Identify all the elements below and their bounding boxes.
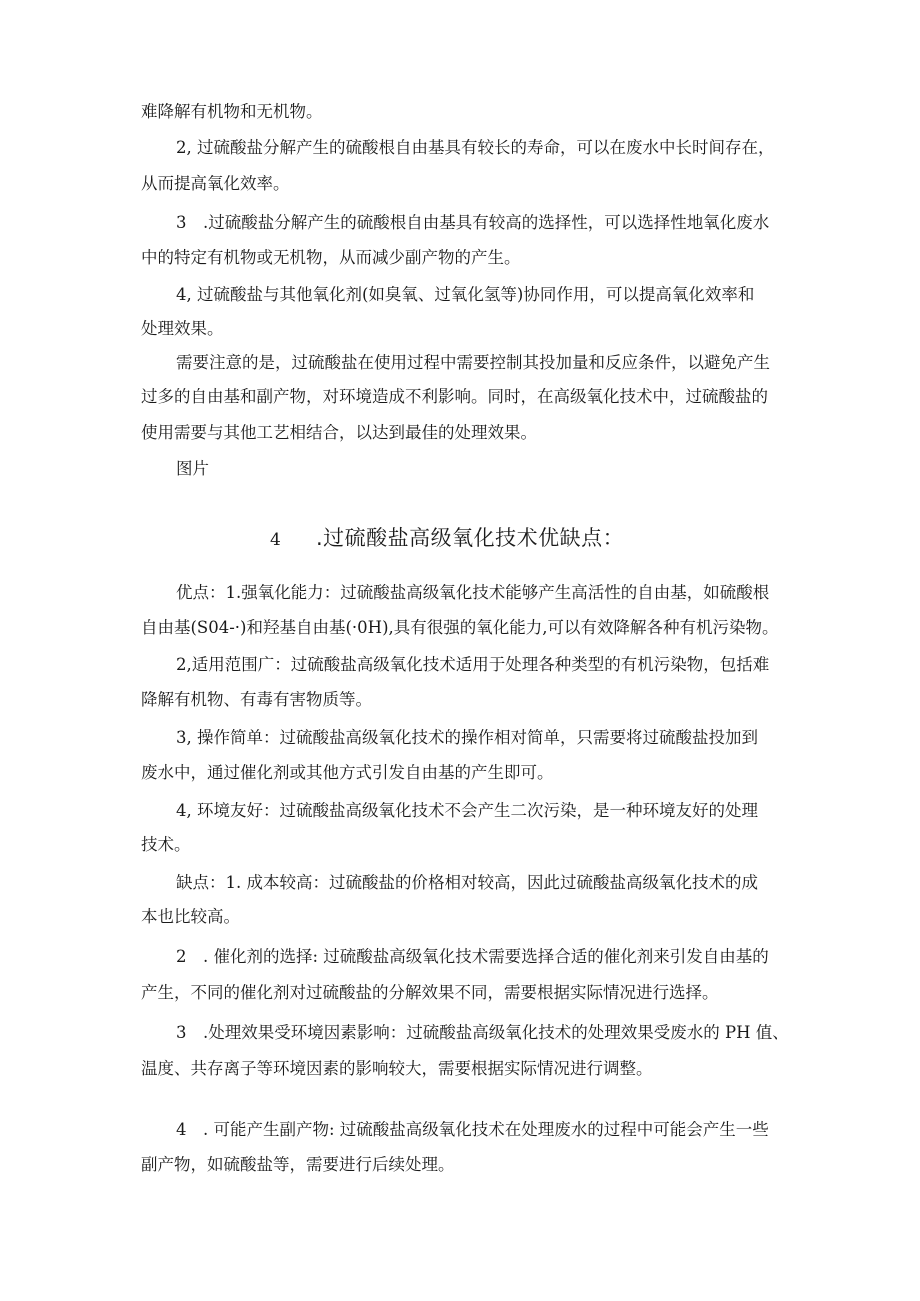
paragraph-line: 技术。 [141, 835, 191, 854]
paragraph-line: 4, 环境友好：过硫酸盐高级氧化技术不会产生二次污染，是一种环境友好的处理 [176, 801, 758, 820]
paragraph-line: 3 .过硫酸盐分解产生的硫酸根自由基具有较高的选择性，可以选择性地氧化废水 [176, 213, 770, 232]
paragraph-line: 3 .处理效果受环境因素影响：过硫酸盐高级氧化技术的处理效果受废水的 PH 值、 [176, 1023, 789, 1042]
paragraph-line: 产生，不同的催化剂对过硫酸盐的分解效果不同，需要根据实际情况进行选择。 [141, 983, 719, 1002]
paragraph-line: 难降解有机物和无机物。 [141, 102, 323, 121]
paragraph-line: 2 . 催化剂的选择: 过硫酸盐高级氧化技术需要选择合适的催化剂来引发自由基的 [176, 947, 769, 966]
paragraph-line: 处理效果。 [141, 319, 224, 338]
paragraph-line: 缺点：1. 成本较高：过硫酸盐的价格相对较高，因此过硫酸盐高级氧化技术的成 [176, 873, 758, 892]
paragraph-line: 3, 操作简单：过硫酸盐高级氧化技术的操作相对简单，只需要将过硫酸盐投加到 [176, 728, 758, 747]
section-title: .过硫酸盐高级氧化技术优缺点： [316, 526, 625, 550]
paragraph-line: 优点：1.强氧化能力：过硫酸盐高级氧化技术能够产生高活性的自由基，如硫酸根 [176, 583, 770, 602]
paragraph-line: 从而提高氧化效率。 [141, 174, 290, 193]
paragraph-line: 降解有机物、有毒有害物质等。 [141, 690, 372, 709]
paragraph-line: 温度、共存离子等环境因素的影响较大，需要根据实际情况进行调整。 [141, 1059, 653, 1078]
paragraph-line: 自由基(S04-·)和羟基自由基(·0H),具有很强的氧化能力,可以有效降解各种有机污染物。 [141, 618, 779, 637]
section-number: 4 [270, 530, 282, 550]
paragraph-line: 需要注意的是，过硫酸盐在使用过程中需要控制其投加量和反应条件，以避免产生 [176, 353, 770, 372]
paragraph-line: 废水中，通过催化剂或其他方式引发自由基的产生即可。 [141, 763, 554, 782]
paragraph-line: 中的特定有机物或无机物，从而减少副产物的产生。 [141, 248, 521, 267]
paragraph-line: 4 . 可能产生副产物: 过硫酸盐高级氧化技术在处理废水的过程中可能会产生一些 [176, 1120, 769, 1139]
paragraph-line: 过多的自由基和副产物，对环境造成不利影响。同时，在高级氧化技术中，过硫酸盐的 [141, 387, 768, 406]
paragraph-line: 2, 过硫酸盐分解产生的硫酸根自由基具有较长的寿命，可以在废水中长时间存在， [176, 138, 775, 157]
paragraph-line: 使用需要与其他工艺相结合，以达到最佳的处理效果。 [141, 423, 537, 442]
paragraph-line: 副产物，如硫酸盐等，需要进行后续处理。 [141, 1155, 455, 1174]
paragraph-line: 4, 过硫酸盐与其他氧化剂(如臭氧、过氧化氢等)协同作用，可以提高氧化效率和 [176, 285, 755, 304]
paragraph-line: 2,适用范围广：过硫酸盐高级氧化技术适用于处理各种类型的有机污染物，包括难 [176, 655, 770, 674]
paragraph-line: 本也比较高。 [141, 907, 240, 926]
paragraph-line: 图片 [176, 459, 209, 478]
section-heading [270, 522, 624, 552]
